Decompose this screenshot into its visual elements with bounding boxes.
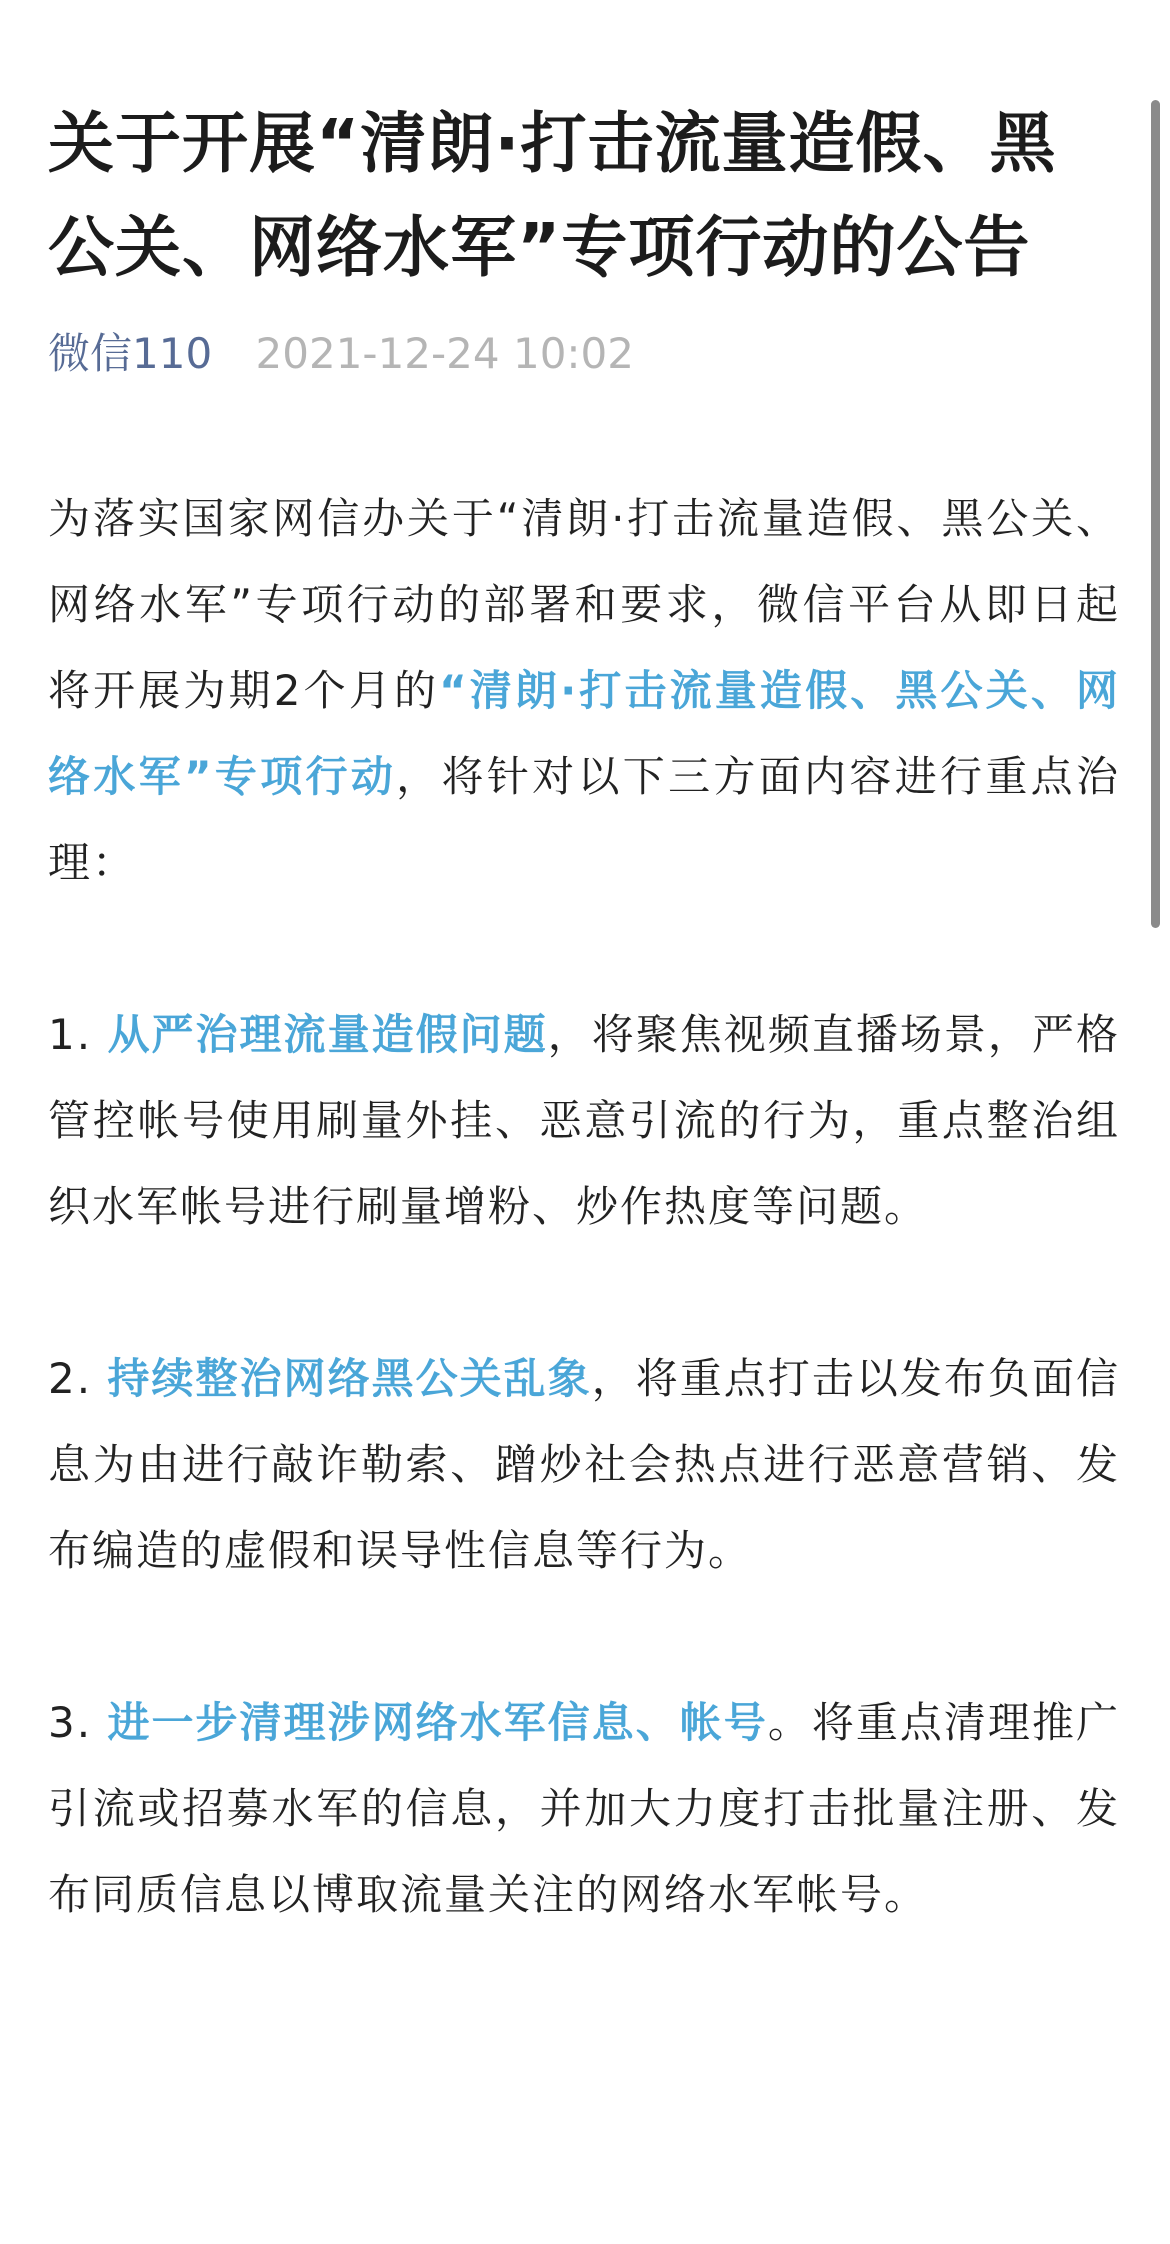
item-link-black-pr[interactable]: 持续整治网络黑公关乱象 [107,1354,592,1403]
account-name-link[interactable]: 微信110 [48,329,213,378]
article-content [48,476,1120,1938]
publish-time: 2021-12-24 10:02 [255,329,635,378]
item-number: 3. [48,1698,108,1747]
intro-paragraph [48,476,1120,906]
article-meta [48,324,1120,384]
item-text: 。将重点清理推广引流或招募水军的信息，并加大力度打击批量注册、发布同质信息以博取流量关注的网络水军帐号。 [48,1698,1120,1919]
list-item [48,992,1120,1250]
item-link-water-army[interactable]: 进一步清理涉网络水军信息、帐号 [107,1698,768,1747]
campaign-link[interactable]: “清朗·打击流量造假、黑公关、网络水军”专项行动 [48,666,1120,801]
scrollbar-thumb[interactable] [1151,100,1160,928]
list-item [48,1336,1120,1594]
item-text: ，将聚焦视频直播场景，严格管控帐号使用刷量外挂、恶意引流的行为，重点整治组织水军帐号进行刷量增粉、炒作热度等问题。 [48,1010,1120,1231]
list-item [48,1680,1120,1938]
intro-text-after: ，将针对以下三方面内容进行重点治理： [48,752,1120,887]
article [48,92,1120,1938]
item-link-traffic-fraud[interactable]: 从严治理流量造假问题 [107,1010,548,1059]
intro-text-before: 为落实国家网信办关于“清朗·打击流量造假、黑公关、网络水军”专项行动的部署和要求，微信平台从即日起将开展为期2个月的 [48,494,1120,715]
item-text: ，将重点打击以发布负面信息为由进行敲诈勒索、蹭炒社会热点进行恶意营销、发布编造的虚假和误导性信息等行为。 [48,1354,1120,1575]
item-number: 2. [48,1354,108,1403]
item-number: 1. [48,1010,108,1059]
article-title: 关于开展“清朗·打击流量造假、黑公关、网络水军”专项行动的公告 [48,105,1057,286]
